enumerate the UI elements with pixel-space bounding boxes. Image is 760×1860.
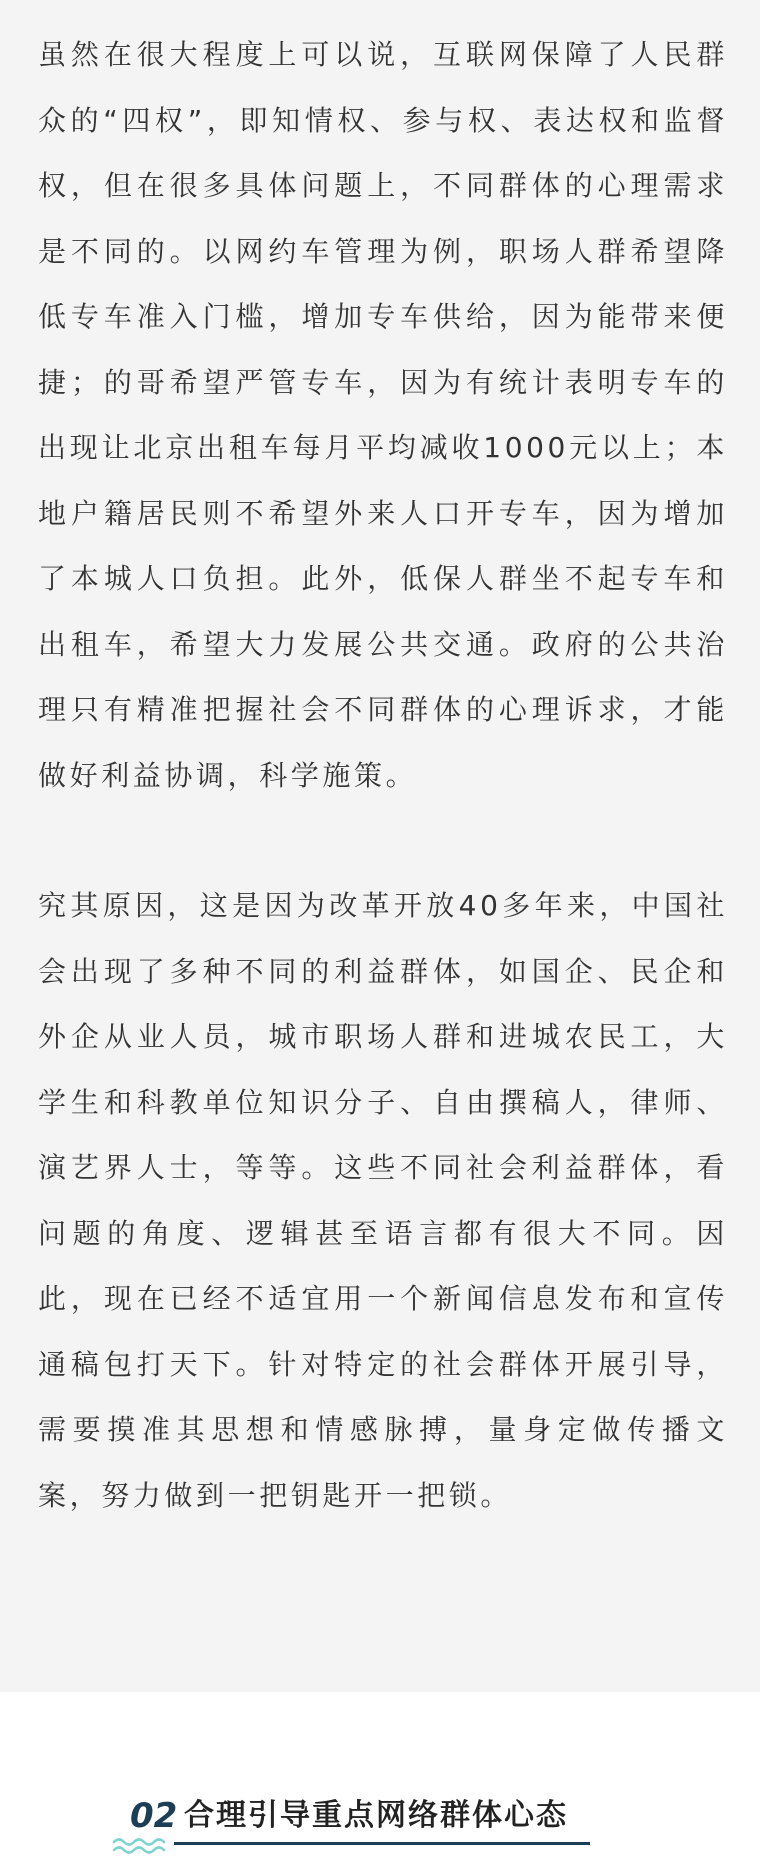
article-paragraph-1: 虽然在很大程度上可以说，互联网保障了人民群众的“四权”，即知情权、参与权、表达权和监督权，但在很多具体问题上，不同群体的心理需求是不同的。以网约车管理为例，职场人群希望降低专车准入门槛，增加专车供给，因为能带来便捷；的哥希望严管专车，因为有统计表明专车的出现让北京出租车每月平均减收1000元以上；本地户籍居民则不希望外来人口开专车，因为增加了本城人口负担。此外，低保人群坐不起专车和出租车，希望大力发展公共交通。政府的公共治理只有精准把握社会不同群体的心理诉求，才能做好利益协调，科学施策。: [38, 38, 728, 792]
section-number: 02: [130, 1796, 178, 1836]
article-paragraph-2: 究其原因，这是因为改革开放40多年来，中国社会出现了多种不同的利益群体，如国企、民企和外企从业人员，城市职场人群和进城农民工，大学生和科教单位知识分子、自由撰稿人，律师、演艺界人士，等等。这些不同社会利益群体，看问题的角度、逻辑甚至语言都有很大不同。因此，现在已经不适宜用一个新闻信息发布和宣传通稿包打天下。针对特定的社会群体开展引导，需要摸准其思想和情感脉搏，量身定做传播文案，努力做到一把钥匙开一把锁。: [38, 889, 728, 1512]
heading-underline: [174, 1842, 590, 1845]
section-heading: [112, 1792, 592, 1860]
section-title: 合理引导重点网络群体心态: [184, 1798, 568, 1833]
